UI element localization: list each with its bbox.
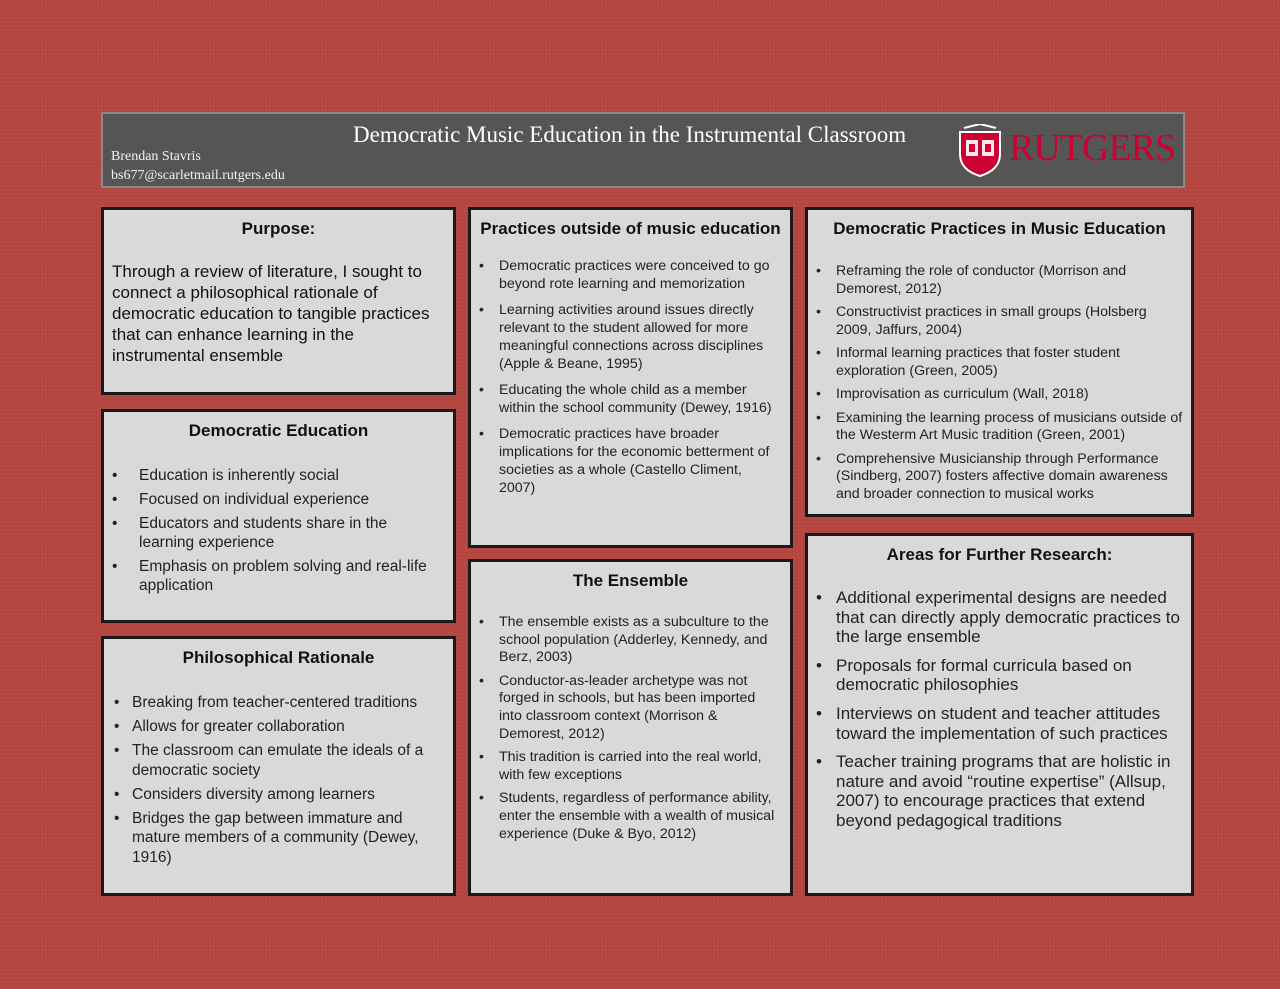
list-item: • Focused on individual experience xyxy=(112,490,445,509)
further-research-list xyxy=(816,588,1183,831)
list-item: • Constructivist practices in small groups (Holsberg 2009, Jaffurs, 2004) xyxy=(816,304,1183,340)
list-item: • Additional experimental designs are needed that can directly apply democratic practices to the large ensemble xyxy=(816,588,1183,647)
list-item: • Examining the learning process of musicians outside of the Westerm Art Music tradition (Green, 2001) xyxy=(816,410,1183,446)
rutgers-shield-icon xyxy=(958,124,1002,178)
democratic-education-list xyxy=(112,466,445,595)
list-item: • Improvisation as curriculum (Wall, 2018) xyxy=(816,386,1183,404)
list-item: • Democratic practices were conceived to go beyond rote learning and memorization xyxy=(479,257,782,293)
rutgers-logo-text: RUTGERS xyxy=(1009,127,1176,169)
list-item: • Education is inherently social xyxy=(112,466,445,485)
democratic-practices-panel xyxy=(805,207,1194,517)
practices-outside-heading: Practices outside of music education xyxy=(480,219,781,238)
list-item: • Proposals for formal curricula based on democratic philosophies xyxy=(816,656,1183,695)
list-item: • Bridges the gap between immature and mature members of a community (Dewey, 1916) xyxy=(112,809,445,868)
democratic-practices-list xyxy=(816,263,1183,504)
further-research-heading: Areas for Further Research: xyxy=(886,545,1113,564)
list-item: • Democratic practices have broader implications for the economic betterment of societies as a whole (Castello Climent, 2007) xyxy=(479,425,782,497)
list-item: • Considers diversity among learners xyxy=(112,785,445,805)
list-item: • Teacher training programs that are holistic in nature and avoid “routine expertise” (Allsup, 2007) to encourage practices that extend beyond pedagogical traditions xyxy=(816,752,1183,830)
practices-outside-list xyxy=(479,257,782,497)
purpose-panel xyxy=(101,207,456,395)
list-item: • Informal learning practices that foster student exploration (Green, 2005) xyxy=(816,345,1183,381)
philosophical-rationale-heading: Philosophical Rationale xyxy=(182,648,375,667)
ensemble-list xyxy=(479,614,782,843)
poster-title: Democratic Music Education in the Instrumental Classroom xyxy=(353,122,907,147)
purpose-text: Through a review of literature, I sought to connect a philosophical rationale of democratic education to tangible practices that can enhance learning in the instrumental ensemble xyxy=(112,262,430,365)
author-email: bs677@scarletmail.rutgers.edu xyxy=(111,168,285,183)
list-item: • Reframing the role of conductor (Morrison and Demorest, 2012) xyxy=(816,263,1183,299)
democratic-education-panel xyxy=(101,409,456,623)
list-item: • Allows for greater collaboration xyxy=(112,717,445,737)
purpose-heading: Purpose: xyxy=(241,219,316,238)
democratic-practices-heading: Democratic Practices in Music Education xyxy=(833,219,1166,238)
list-item: • Comprehensive Musicianship through Performance (Sindberg, 2007) fosters affective domain awareness and broader connection to musical works xyxy=(816,451,1183,504)
ensemble-heading: The Ensemble xyxy=(572,571,689,590)
list-item: • Educating the whole child as a member within the school community (Dewey, 1916) xyxy=(479,381,782,417)
list-item: • Emphasis on problem solving and real-life application xyxy=(112,557,445,595)
list-item: • Students, regardless of performance ability, enter the ensemble with a wealth of musical experience (Duke & Byo, 2012) xyxy=(479,790,782,843)
ensemble-panel xyxy=(468,559,793,896)
list-item: • The ensemble exists as a subculture to the school population (Adderley, Kennedy, and Berz, 2003) xyxy=(479,614,782,667)
list-item: • Educators and students share in the learning experience xyxy=(112,514,445,552)
list-item: • The classroom can emulate the ideals of a democratic society xyxy=(112,741,445,780)
author-name: Brendan Stavris xyxy=(111,149,201,164)
list-item: • Breaking from teacher-centered traditions xyxy=(112,693,445,713)
practices-outside-panel xyxy=(468,207,793,548)
list-item: • Interviews on student and teacher attitudes toward the implementation of such practices xyxy=(816,704,1183,743)
democratic-education-heading: Democratic Education xyxy=(188,421,369,440)
list-item: • Conductor-as-leader archetype was not forged in schools, but has been imported into classroom context (Morrison & Demorest, 2012) xyxy=(479,673,782,743)
list-item: • This tradition is carried into the real world, with few exceptions xyxy=(479,749,782,784)
poster-header xyxy=(101,112,1185,188)
philosophical-rationale-list xyxy=(112,693,445,867)
list-item: • Learning activities around issues directly relevant to the student allowed for more meaningful connections across disciplines (Apple & Beane, 1995) xyxy=(479,301,782,373)
philosophical-rationale-panel xyxy=(101,636,456,896)
further-research-panel xyxy=(805,533,1194,896)
